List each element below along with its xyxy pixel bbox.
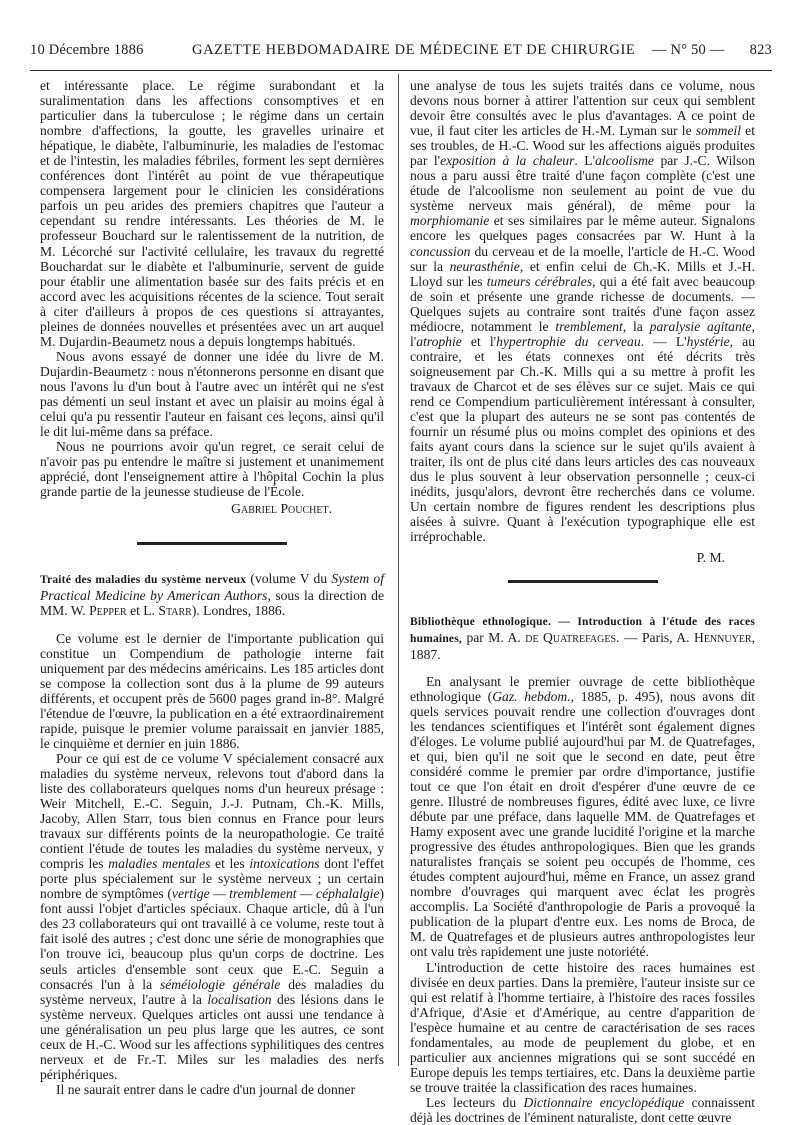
- review-heading-races: Bibliothèque ethnologique. — Introduction à l'étude des races humaines, par M. A. de Quatrefages. — Paris, A. Hennuyer, 1887.: [410, 615, 755, 662]
- left-paragraph-2: Nous avons essayé de donner une idée du livre de M. Dujardin-Beaumetz : nous n'étonnerons personne en disant que nous l'avons lu d'un bout à l'autre avec un intérêt qui ne s'est pas démenti un seul instant et avec un plaisir au moins égal à celui qu'a pu ressentir l'auteur en faisant ces leçons, ainsi qu'il le dit lui-même dans sa préface.: [40, 348, 384, 440]
- signature-pm: P. M.: [696, 550, 725, 566]
- column-divider: [398, 74, 399, 1066]
- review-heading-nerveux: Traité des maladies du système nerveux (volume V du System of Practical Medicine by American Authors, sous la direction de MM. W. Pepper et L. Starr). Londres, 1886.: [40, 571, 384, 619]
- left-paragraph-5: Pour ce qui est de ce volume V spécialement consacré aux maladies du système nerveux, relevons tout d'abord dans la liste des collaborateurs quelques noms d'un heureux présage : Weir Mitchell, E.-C. Seguin, J.-J. Putnam, Ch.-K. Mills, Jacoby, Allen Starr, tous bien connus en France pour leurs travaux sur différents points de la neuropathologie. Ce traité contient l'étude de toutes les maladies du système nerveux, y compris les maladies mentales et les intoxications dont l'effet porte plus spécialement sur le système nerveux ; un certain nombre de symptômes (vertige — tremblement — céphalalgie) font aussi l'objet d'articles spéciaux. Chaque article, dû à l'un des 23 collaborateurs qui ont travaillé à ce volume, reste tout à fait isolé des autres ; c'est donc une série de monographies que l'on trouve ici, beaucoup plus qu'un corps de doctrine. Les seuls articles d'ensemble sont ceux que E.-C. Seguin a consacrés l'un à la séméiologie générale des maladies du système nerveux, l'autre à la localisation des lésions dans le système nerveux. Quelques articles ont aussi une tendance à une généralisation un peu plus large que les autres, ce sont ceux de H.-C. Wood sur les affections syphilitiques des centres nerveux et de Fr.-T. Miles sur les maladies des nerfs périphériques.: [40, 750, 384, 1082]
- left-paragraph-6: Il ne saurait entrer dans le cadre d'un journal de donner: [56, 1081, 356, 1097]
- header-rule: [30, 70, 772, 71]
- left-paragraph-1: et intéressante place. Le régime surabondant et la suralimentation dans les affections consomptives et en particulier dans la tuberculose ; le régime dans un certain nombre d'affections, la goutte, les gravelles urinaire et hépatique, le diabète, l'albuminurie, les maladies de l'estomac et de l'intestin, les maladies fébriles, forment les sept dernières conférences dont l'intérêt au point de vue thérapeutique compensera largement pour le clinicien les considérations parfois un peu arides des premiers chapitres que l'auteur a cependant su rendre intéressants. Les théories de M. le professeur Bouchard sur le ralentissement de la nutrition, de M. Lécorché sur l'activité cellulaire, les travaux du regretté Bouchardat sur le diabète et l'albuminurie, servent de guide pour établir une alimentation basée sur des faits précis et en accord avec les acquisitions récentes de la science. Tout serait à citer d'ailleurs à propos de ces questions si attrayantes, pleines de données nouvelles et présentées avec un art auquel M. Dujardin-Beaumetz nous a depuis longtemps habitués.: [40, 78, 384, 349]
- author-quatrefages: de Quatrefages: [525, 629, 617, 645]
- publisher-hennuyer: Hennuyer: [694, 629, 752, 645]
- right-paragraph-1: une analyse de tous les sujets traités dans ce volume, nous devons nous borner à attirer l'attention sur ceux qui semblent devoir être consultés avec le plus d'avantages. A ce point de vue, il faut citer les articles de H.-M. Lyman sur le sommeil et ses troubles, de H.-C. Wood sur les affections aiguës produites par l'exposition à la chaleur. L'alcoolisme par J.-C. Wilson nous a paru aussi être traité d'une façon complète (c'est une étude de l'alcoolisme non seulement au point de vue du système nerveux mais général), de même pour la morphiomanie et ses similaires par le même auteur. Signalons encore les quelques pages consacrées par W. Hunt à la concussion du cerveau et de la moelle, l'article de H.-C. Wood sur la neurasthénie, et enfin celui de Ch.-K. Mills et J.-H. Lloyd sur les tumeurs cérébrales, qui a été fait avec beaucoup de soin et présente une grande richesse de documents. — Quelques sujets au contraire sont traités d'une façon assez médiocre, notamment le tremblement, la paralysie agitante, l'atrophie et l'hypertrophie du cerveau. — L'hystérie, au contraire, et les états connexes ont été décrits très soigneusement par Ch.-K. Mills qui a su mettre à profit les travaux de Charcot et de ses élèves sur ce sujet. Mais ce qui rend ce Compendium particulièrement intéressant à consulter, c'est que la plupart des auteurs ne se sont pas contentés de fournir un résumé plus ou moins complet des opinions et des faits ayant cours dans la science sur le sujet qu'ils avaient à traiter, ils ont de plus cité dans leurs articles des cas nouveaux dus le plus souvent à leur observation personnelle ; ceux-ci inédits, jusqu'alors, devront être recherchés dans ce volume. Un certain nombre de figures rendent les descriptions plus aisées à suivre. Quant à l'exécution typographique elle est irréprochable.: [410, 78, 756, 545]
- header-issue-number: — N° 50 —: [652, 42, 725, 58]
- header-journal-title: GAZETTE HEBDOMADAIRE DE MÉDECINE ET DE CHIRURGIE: [192, 42, 636, 58]
- author-starr: Starr: [158, 603, 192, 619]
- signature-pouchet: Gabriel Pouchet.: [231, 501, 332, 517]
- author-pepper: Pepper: [89, 603, 127, 619]
- section-rule: [137, 542, 287, 545]
- right-paragraph-3: L'introduction de cette histoire des races humaines est divisée en deux parties. Dans la première, l'auteur insiste sur ce qui est relatif à l'homme tertiaire, à l'histoire des races fossiles d'Afrique, d'Asie et d'Amérique, au centre d'apparition de l'espèce humaine et au centre de caractérisation de ses races fondamentales, au mode de peuplement du globe, et en particulier aux anciennes migrations qui se sont succédé en Europe depuis les temps tertiaires, etc. Dans la deuxième partie se trouve traitée la classification des races humaines.: [410, 959, 755, 1095]
- review-title-italic: System of Practical Medicine by American Authors: [40, 571, 384, 604]
- header-page-number: 823: [749, 42, 772, 58]
- left-paragraph-3: Nous ne pourrions avoir qu'un regret, ce serait celui de n'avoir pas pu entendre le maître si justement et unanimement apprécié, dont l'enseignement attire à l'hôpital Cochin la plus grande partie de la jeunesse studieuse de l'École.: [40, 439, 384, 500]
- right-paragraph-4: Les lecteurs du Dictionnaire encyclopédique connaissent déjà les doctrines de l'éminent naturaliste, dont cette œuvre: [410, 1094, 756, 1125]
- page-header: [30, 38, 772, 64]
- right-column: [410, 78, 755, 1125]
- header-date: 10 Décembre 1886: [30, 42, 144, 58]
- left-column: [40, 78, 384, 1097]
- review-title-bold-races: Bibliothèque ethnologique. — Introduction à l'étude des races humaines,: [410, 615, 755, 645]
- section-rule-right: [508, 580, 658, 583]
- left-paragraph-4: Ce volume est le dernier de l'importante publication qui constitue un Compendium de pathologie interne fait uniquement par des médecins américains. Les 185 articles dont se compose la collection sont dus à la plume de 99 auteurs différents, et occupent près de 5600 pages grand in-8°. Malgré l'étendue de l'œuvre, la publication en a été extraordinairement rapide, puisque le premier volume paraissait en janvier 1885, le cinquième et dernier en juin 1886.: [40, 630, 384, 751]
- right-paragraph-2: En analysant le premier ouvrage de cette bibliothèque ethnologique (Gaz. hebdom., 1885, p. 495), nous avons dit quels services pouvait rendre une collection d'ouvrages dont les tendances scientifiques et l'intérêt sont également dignes d'éloges. Le volume publié aujourd'hui par M. de Quatrefages, et qui, bien qu'il ne soit que le second en date, peut être considéré comme le premier par ordre d'importance, justifie tout ce que l'on était en droit d'espérer d'une œuvre de ce genre. Illustré de nombreuses figures, édité avec luxe, ce livre débute par une préface, dans laquelle MM. de Quatrefages et Hamy exposent avec une grande lucidité l'origine et la marche progressive des études anthropologiques. Bien que les grands naturalistes français se soient peu occupés de l'homme, ces études comptent aujourd'hui, même en France, un assez grand nombre d'ouvrages qui marquent avec éclat les progrès accomplis. La Société d'anthropologie de Paris a provoqué la publication de la plupart d'entre eux. Les noms de Broca, de M. de Quatrefages et de plusieurs autres anthropologistes leur ont valu très rapidement une juste notoriété.: [410, 673, 756, 960]
- review-title-bold: Traité des maladies du système nerveux: [40, 574, 247, 587]
